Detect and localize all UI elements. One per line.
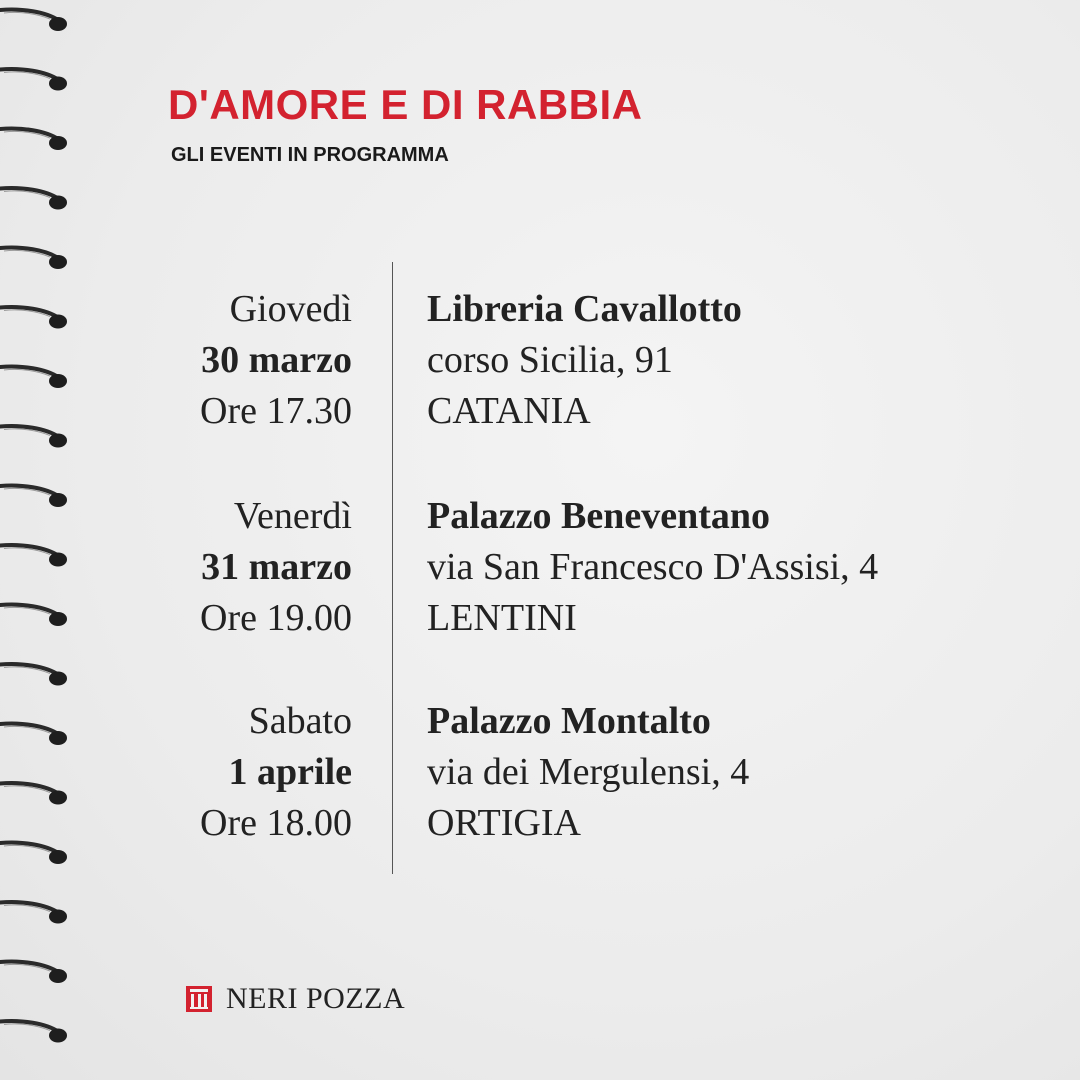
event-subtitle: GLI EVENTI IN PROGRAMMA xyxy=(171,144,449,166)
event-city: ORTIGIA xyxy=(427,802,581,844)
event-venue: Libreria Cavallotto xyxy=(427,288,742,330)
event-address: via San Francesco D'Assisi, 4 xyxy=(427,546,879,588)
publisher-logo xyxy=(186,982,405,1016)
event-day: Giovedì xyxy=(229,288,352,330)
event-venue: Palazzo Montalto xyxy=(427,700,711,742)
event-address: corso Sicilia, 91 xyxy=(427,339,673,381)
event-date: 31 marzo xyxy=(201,546,352,588)
temple-icon xyxy=(186,986,212,1012)
spiral-hole xyxy=(49,17,67,31)
event-time: Ore 18.00 xyxy=(200,802,352,844)
event-time: Ore 17.30 xyxy=(200,390,352,432)
event-city: LENTINI xyxy=(427,597,577,639)
event-where xyxy=(427,696,1047,849)
event-when xyxy=(52,491,352,644)
event-where xyxy=(427,491,1047,644)
spiral-hole xyxy=(49,969,67,983)
spiral-hole xyxy=(49,77,67,91)
spiral-hole xyxy=(49,910,67,924)
spiral-hole xyxy=(49,672,67,686)
event-day: Sabato xyxy=(248,700,352,742)
event-where xyxy=(427,284,1047,437)
spiral-hole xyxy=(49,196,67,210)
spiral-hole xyxy=(49,255,67,269)
spiral-hole xyxy=(49,136,67,150)
publisher-name: NERI POZZA xyxy=(226,982,406,1015)
spiral-hole xyxy=(49,850,67,864)
column-divider xyxy=(392,262,393,874)
event-date: 30 marzo xyxy=(201,339,352,381)
event-date: 1 aprile xyxy=(228,751,352,793)
event-when xyxy=(52,284,352,437)
spiral-hole xyxy=(49,1029,67,1043)
event-time: Ore 19.00 xyxy=(200,597,352,639)
event-day: Venerdì xyxy=(233,495,352,537)
event-title: D'AMORE E DI RABBIA xyxy=(168,81,643,128)
event-when xyxy=(52,696,352,849)
event-address: via dei Mergulensi, 4 xyxy=(427,751,750,793)
event-city: CATANIA xyxy=(427,390,591,432)
event-venue: Palazzo Beneventano xyxy=(427,495,771,537)
